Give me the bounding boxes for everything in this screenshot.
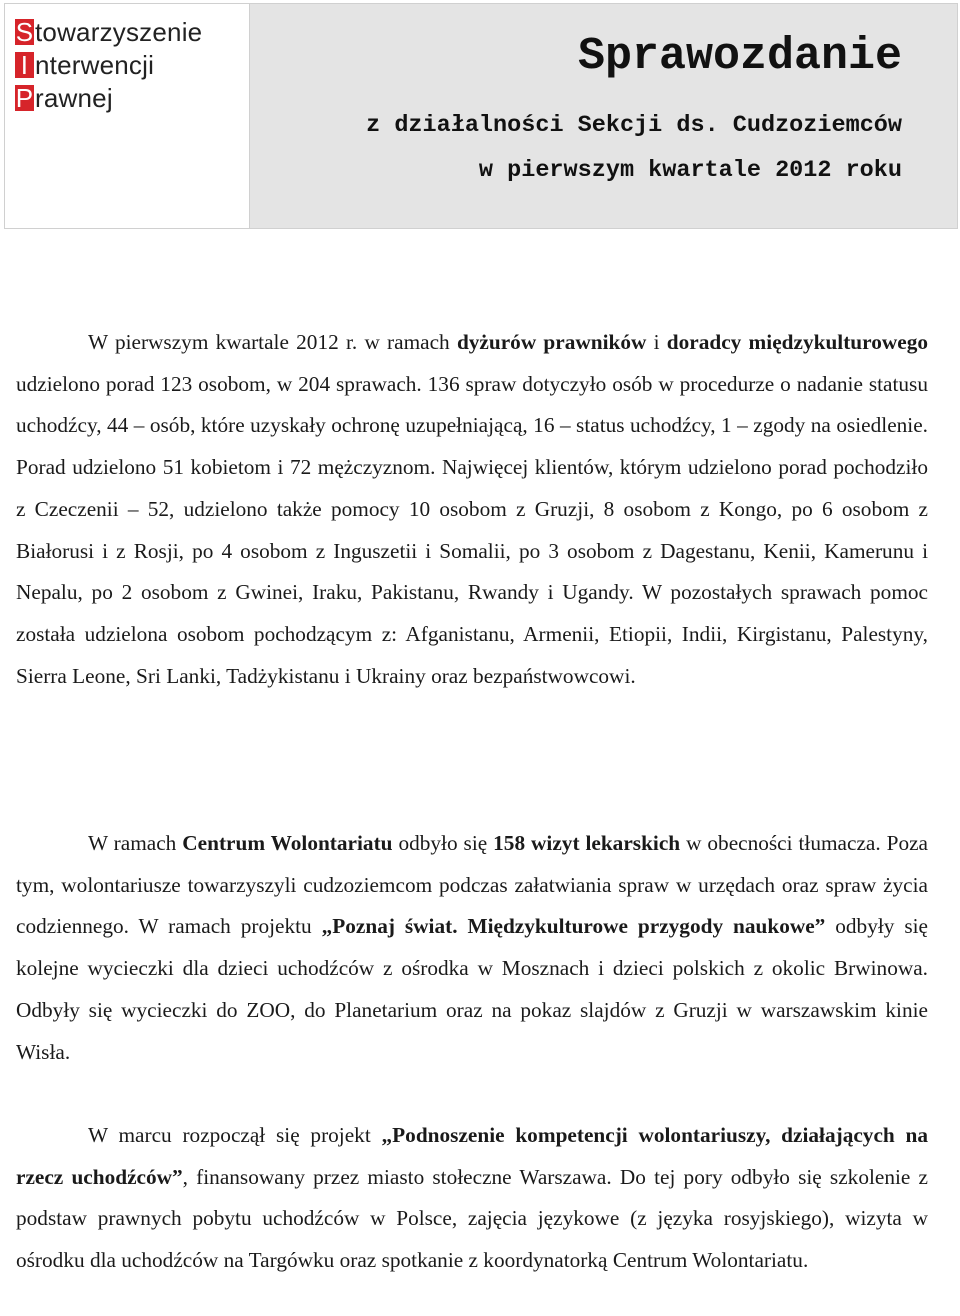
p2-text-3: w obecności tłumacza. Poza tym, wolontariusze towarzyszyli cudzoziemcom podczas załatwiania spraw w urzędach oraz spraw życia codziennego. W ramach projektu [16, 831, 929, 939]
p3-bold-project-name: „Podnoszenie kompetencji wolontariuszy, działających na rzecz uchodźców” [16, 1123, 929, 1189]
logo-word-3: rawnej [35, 83, 113, 113]
p3-text-1: W marcu rozpoczął się projekt [88, 1123, 382, 1147]
p2-bold-medical-visits: 158 wizyt lekarskich [493, 831, 681, 855]
logo-word-1: towarzyszenie [35, 17, 203, 47]
p2-text-4: odbyły się kolejne wycieczki dla dzieci uchodźców z ośrodka w Mosznach i dzieci polskich z okolic Brwinowa. Odbyły się wycieczki do ZOO, do Planetarium oraz na pokaz slajdów z Gruzji w warszawskim kinie Wisła. [16, 914, 928, 1064]
p1-bold-lawyers: dyżurów prawników [456, 330, 647, 354]
logo-line-2 [15, 49, 249, 82]
logo-initial-i: I [15, 52, 34, 78]
paragraph-legal-advice [16, 322, 928, 697]
report-header [4, 3, 958, 229]
p2-text-2: odbyło się [392, 831, 494, 855]
paragraph-volunteer-center [16, 823, 928, 1073]
logo-initial-s: S [15, 17, 34, 47]
logo-word-2: nterwencji [35, 50, 155, 80]
p1-text-1: W pierwszym kwartale 2012 r. w ramach [88, 330, 457, 354]
p3-text-2: , finansowany przez miasto stołeczne Warszawa. Do tej pory odbyło się szkolenie z podstaw prawnych pobytu uchodźców w Polsce, zajęcia językowe (z języka rosyjskiego), wizyta w ośrodku dla uchodźców na Targówku oraz spotkanie z koordynatorką Centrum Wolontariatu. [16, 1164, 928, 1273]
document-subtitle-line-2: w pierwszym kwartale 2012 roku [478, 157, 902, 184]
p1-text-2: i [646, 330, 667, 354]
document-subtitle-line-1: z działalności Sekcji ds. Cudzoziemców [366, 112, 902, 139]
p2-text-1: W ramach [88, 831, 183, 855]
p1-bold-advisor: doradcy międzykulturowego [666, 330, 928, 354]
p2-bold-volunteer-center: Centrum Wolontariatu [182, 831, 393, 855]
p1-text-3: udzielono porad 123 osobom, w 204 sprawach. 136 spraw dotyczyło osób w procedurze o nadanie statusu uchodźcy, 44 – osób, które uzyskały ochronę uzupełniającą, 16 – status uchodźcy, 1 – zgody na osiedlenie. Porad udzielono 51 kobietom i 72 mężczyznom. Najwięcej klientów, którym udzielono porad pochodziło z Czeczenii – 52, udzielono także pomocy 10 osobom z Gruzji, 8 osobom z Kongo, po 6 osobom z Białorusi i z Rosji, po 4 osobom z Inguszetii i Somalii, po 3 osobom z Dagestanu, Kenii, Kamerunu i Nepalu, po 2 osobom z Gwinei, Iraku, Pakistanu, Rwandy i Ugandy. W pozostałych sprawach pomoc została udzielona osobom pochodzącym z: Afganistanu, Armenii, Etiopii, Indii, Kirgistanu, Palestyny, Sierra Leone, Sri Lanki, Tadżykistanu i Ukrainy oraz bezpaństwowcowi. [16, 371, 928, 688]
p2-bold-project-name: „Poznaj świat. Międzykulturowe przygody naukowe” [321, 914, 826, 939]
logo-line-1 [15, 16, 249, 49]
title-banner [250, 3, 958, 229]
paragraph-new-project [16, 1115, 928, 1282]
organization-logo [4, 3, 250, 229]
logo-initial-p: P [15, 83, 34, 113]
document-title: Sprawozdanie [577, 31, 902, 82]
logo-line-3 [15, 82, 249, 115]
